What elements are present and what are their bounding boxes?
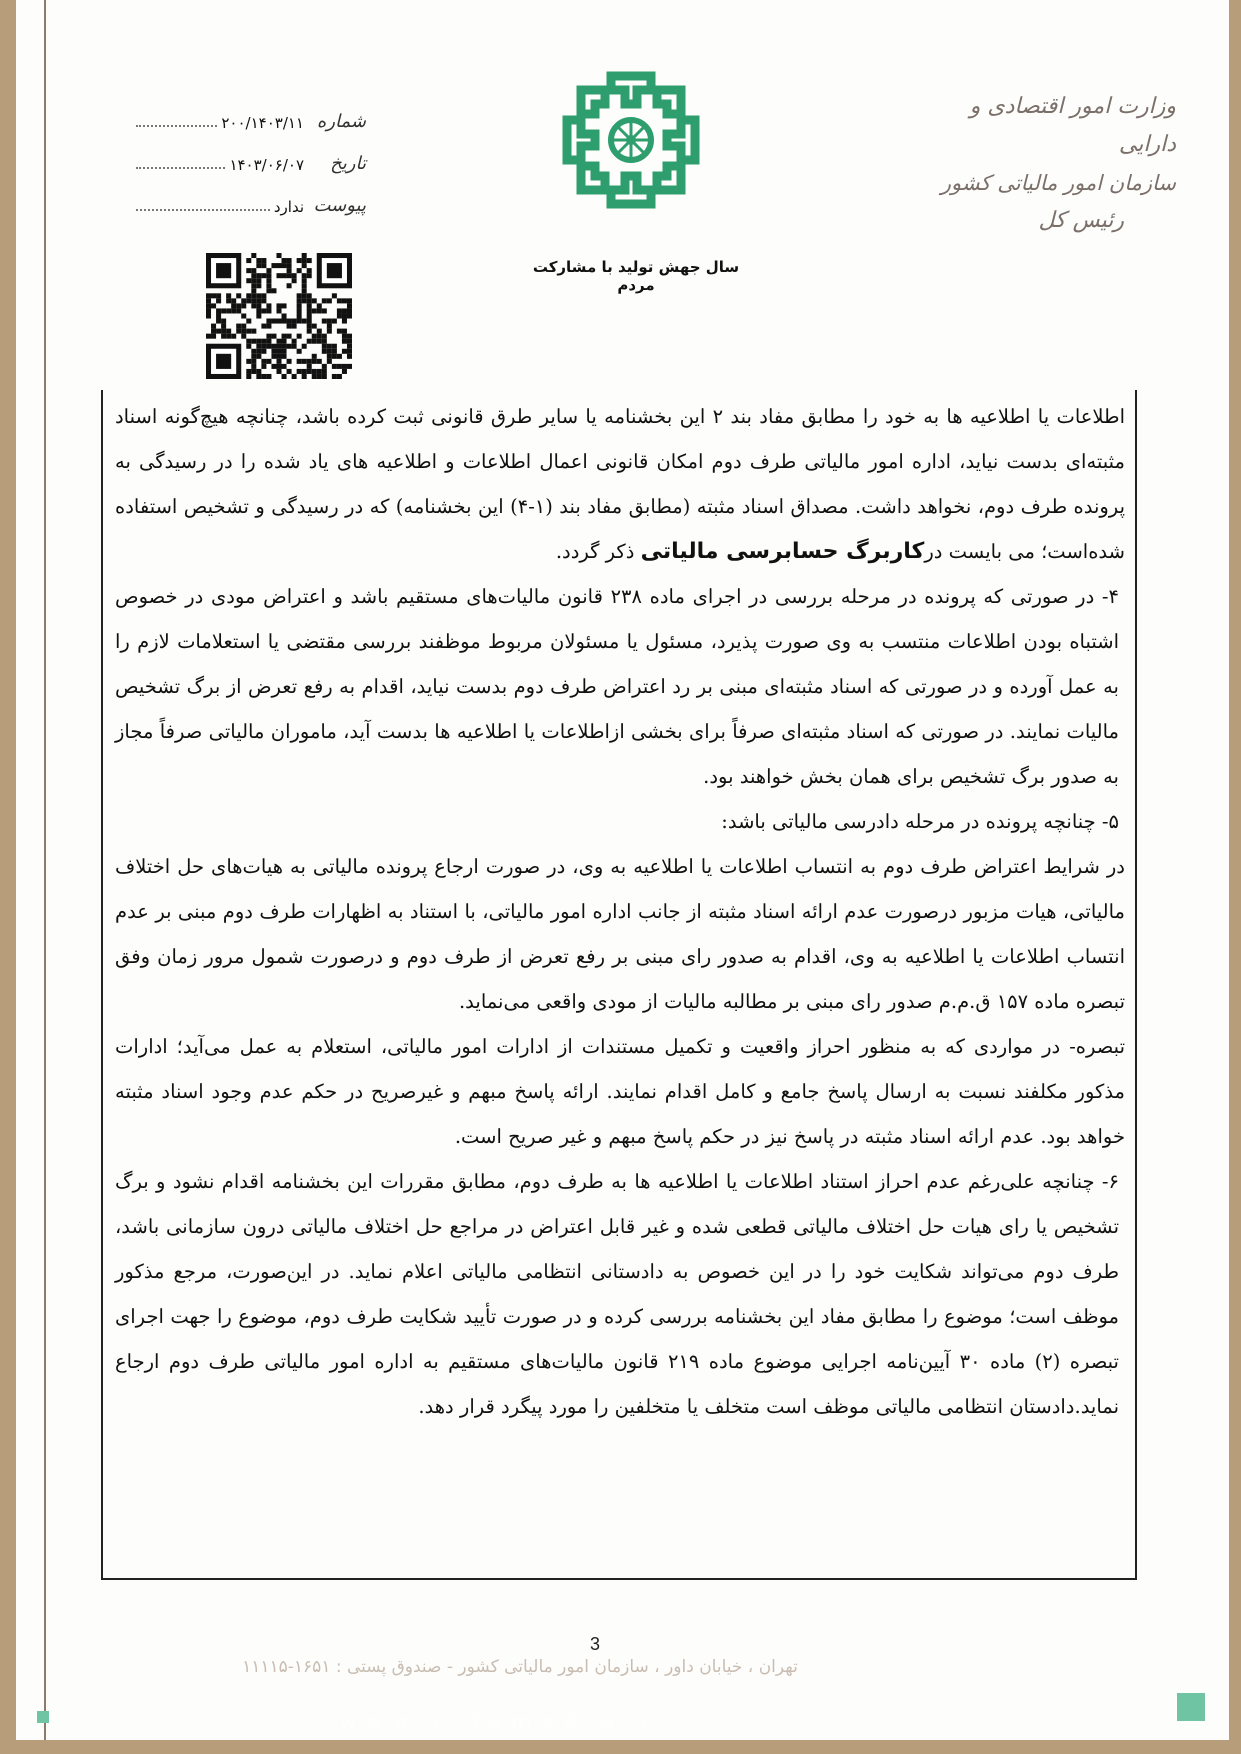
number-label: شماره <box>316 111 366 132</box>
body-frame <box>101 390 1137 1580</box>
letter-date-row <box>136 132 366 174</box>
bold-term: کاربرگ حسابرسی مالیاتی <box>640 539 925 564</box>
footer-address: تهران ، خیابان داور ، سازمان امور مالیاتی کشور - صندوق پستی : ۱۶۵۱-۱۱۱۱۵ <box>242 1657 798 1677</box>
left-frame-line <box>44 0 46 1740</box>
year-slogan: سال جهش تولید با مشارکت مردم <box>532 258 740 294</box>
paragraph-text: اطلاعات یا اطلاعیه ها به خود را مطابق مفاد بند ۲ این بخشنامه یا سایر طرق قانونی ثبت کرده باشد، چنانچه هیچ‌گونه اسناد مثبته‌ای بدست نیاید، اداره امور مالیاتی طرف دوم امکان قانونی اعمال اطلاعات و اطلاعیه های یاد شده را در رسیدگی به پرونده طرف دوم، نخواهد داشت. مصداق اسناد مثبته (مطابق مفاد بند (۱-۴) این بخشنامه) که در رسیدگی و تشخیص استفاده شده‌است؛ می بایست در <box>115 405 1125 563</box>
accent-square-left <box>37 1711 49 1723</box>
date-label: تاریخ <box>330 153 366 174</box>
attachment-label: پیوست <box>313 195 366 216</box>
paragraph <box>115 394 1125 574</box>
dotted-line <box>136 125 217 127</box>
qr-code-icon <box>206 253 352 379</box>
paragraph: تبصره- در مواردی که به منظور احراز واقعیت و تکمیل مستندات از ادارات امور مالیاتی، استعلام به عمل می‌آید؛ ادارات مذکور مکلفند نسبت به ارسال پاسخ جامع و کامل اقدام نمایند. ارائه پاسخ مبهم و غیرصریح در حکم عدم وجود اسناد مثبته خواهد بود. عدم ارائه اسناد مثبته در پاسخ نیز در حکم پاسخ مبهم و غیر صریح است. <box>115 1035 1125 1148</box>
paragraph: ۵- چنانچه پرونده در مرحله دادرسی مالیاتی باشد: <box>721 810 1119 833</box>
paragraph: در شرایط اعتراض طرف دوم به انتساب اطلاعات یا اطلاعیه به وی، در صورت ارجاع پرونده مالیاتی به هیات‌های حل اختلاف مالیاتی، هیات مزبور درصورت عدم ارائه اسناد مثبته از جانب اداره امور مالیاتی، با استناد به اظهارات طرف دوم مبنی بر عدم انتساب اطلاعات یا اطلاعیه به وی، اقدام به صدور رای مبنی بر رفع تعرض از طرف دوم و درصورت شمول مرور زمان وفق تبصره ماده ۱۵۷ ق.م.م صدور رای مبنی بر مطالبه مالیات از مودی واقعی می‌نماید. <box>115 855 1125 1013</box>
attachment-value: ندارد <box>273 198 304 216</box>
organization-name: سازمان امور مالیاتی کشور <box>940 171 1176 195</box>
letter-body <box>115 394 1125 1429</box>
dotted-line <box>136 209 270 211</box>
paragraph-end: ذکر گردد. <box>555 540 641 563</box>
date-value: ۱۴۰۳/۰۶/۰۷ <box>229 156 304 174</box>
letter-meta <box>136 90 366 216</box>
paragraph: ۴- در صورتی که پرونده در مرحله بررسی در اجرای ماده ۲۳۸ قانون مالیات‌های مستقیم باشد و اعتراض مودی در خصوص اشتباه بودن اطلاعات منتسب به وی صورت پذیرد، مسئول یا مسئولان مربوط موظفند بررسی مقتضی یا استعلامات لازم را به عمل آورده و در صورتی که اسناد مثبته‌ای مبنی بر رد اعتراض طرف دوم بدست نیاید، اقدام به رفع تعرض از برگ تشخیص مالیات نمایند. در صورتی که اسناد مثبته‌ای صرفاً برای بخشی ازاطلاعات یا اطلاعیه ها بدست آید، ماموران مالیاتی صرفاً مجاز به صدور برگ تشخیص برای همان بخش خواهند بود. <box>115 585 1119 788</box>
ministry-header <box>936 88 1176 240</box>
signatory-title: رئیس کل <box>1038 208 1124 233</box>
dotted-line <box>136 167 225 169</box>
ministry-name: وزارت امور اقتصادی و دارایی <box>969 94 1176 157</box>
paragraph: ۶- چنانچه علی‌رغم عدم احراز استناد اطلاعات یا اطلاعیه ها به طرف دوم، مطابق مقررات این بخشنامه اقدام نشود و برگ تشخیص یا رای هیات حل اختلاف مالیاتی قطعی شده و غیر قابل اعتراض در مراجع حل اختلاف مالیاتی درون سازمانی باشد، طرف دوم می‌تواند شکایت خود را در این خصوص به دادستانی انتظامی مالیاتی اعلام نماید. در این‌صورت، مرجع مذکور موظف است؛ موضوع را مطابق مفاد این بخشنامه بررسی کرده و در صورت تأیید شکایت طرف دوم، موضوع را جهت اجرای تبصره (۲) ماده ۳۰ آیین‌نامه اجرایی موضوع ماده ۲۱۹ قانون مالیات‌های مستقیم به اداره امور مالیاتی طرف دوم ارجاع نماید.دادستان انتظامی مالیاتی موظف است متخلف یا متخلفین را مورد پیگرد قرار دهد. <box>115 1170 1119 1418</box>
letter-number-row <box>136 90 366 132</box>
tax-organization-logo-icon <box>561 70 701 210</box>
footer-website: www.intamedia.ir <box>340 1709 675 1733</box>
page-number: 3 <box>590 1634 601 1654</box>
number-value: ۲۰۰/۱۴۰۳/۱۱ <box>221 114 304 132</box>
accent-square-right <box>1177 1693 1205 1721</box>
letter-attachment-row <box>136 174 366 216</box>
